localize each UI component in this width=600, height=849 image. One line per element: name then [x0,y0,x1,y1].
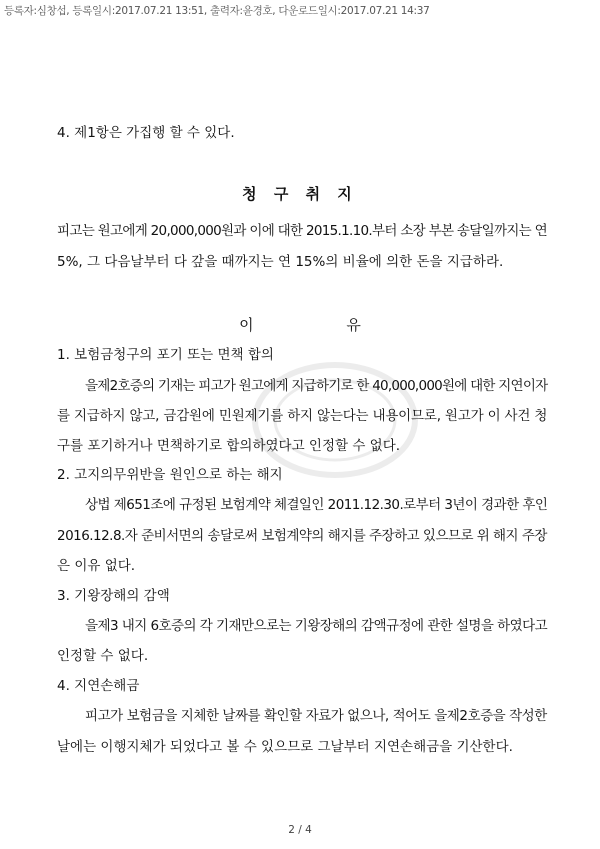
section-1-text-line: 을제2호증의 기재는 피고가 원고에게 지급하기로 한 40,000,000원에 대한 지연이자 [85,378,548,394]
section-2-text-line: 은 이유 없다. [57,558,136,574]
page-number: 2 / 4 [288,824,312,836]
claim-text-line: 피고는 원고에게 20,000,000원과 이에 대한 2015.1.10.부터 소장 부본 송달일까지는 연 [57,223,547,239]
section-2-title: 2. 고지의무위반을 원인으로 하는 해지 [57,467,283,483]
reason-heading: 이 유 [239,316,405,334]
section-2-text-line: 2016.12.8.자 준비서면의 송달로써 보험계약의 해지를 주장하고 있으므로 위 해지 주장 [57,528,547,544]
section-4-title: 4. 지연손해금 [57,678,140,694]
section-4-text-line: 피고가 보험금을 지체한 날짜를 확인할 자료가 없으나, 적어도 을제2호증을 작성한 [85,708,547,724]
section-4-text-line: 날에는 이행지체가 되었다고 볼 수 있으므로 그날부터 지연손해금을 기산한다. [57,739,513,755]
provisional-execution-item: 4. 제1항은 가집행 할 수 있다. [57,125,235,141]
claim-heading: 청 구 취 지 [242,185,358,203]
section-3-text-line: 인정할 수 없다. [57,648,149,664]
section-3-title: 3. 기왕장해의 감액 [57,588,170,604]
claim-text-line: 5%, 그 다음날부터 다 갚을 때까지는 연 15%의 비율에 의한 돈을 지급하라. [57,254,504,270]
section-1-title: 1. 보험금청구의 포기 또는 면책 합의 [57,347,274,363]
section-3-text-line: 을제3 내지 6호증의 각 기재만으로는 기왕장해의 감액규정에 관한 설명을 하였다고 [85,618,548,634]
section-2-text-line: 상법 제651조에 규정된 보험계약 체결일인 2011.12.30.로부터 3년이 경과한 후인 [85,497,548,513]
section-1-text-line: 구를 포기하거나 면책하기로 합의하였다고 인정할 수 없다. [57,438,401,454]
section-1-text-line: 를 지급하지 않고, 금감원에 민원제기를 하지 않는다는 내용이므로, 원고가 이 사건 청 [57,408,548,424]
document-metadata-header: 등록자:심창섭, 등록일시:2017.07.21 13:51, 출력자:윤경호, 다운로드일시:2017.07.21 14:37 [4,5,430,17]
